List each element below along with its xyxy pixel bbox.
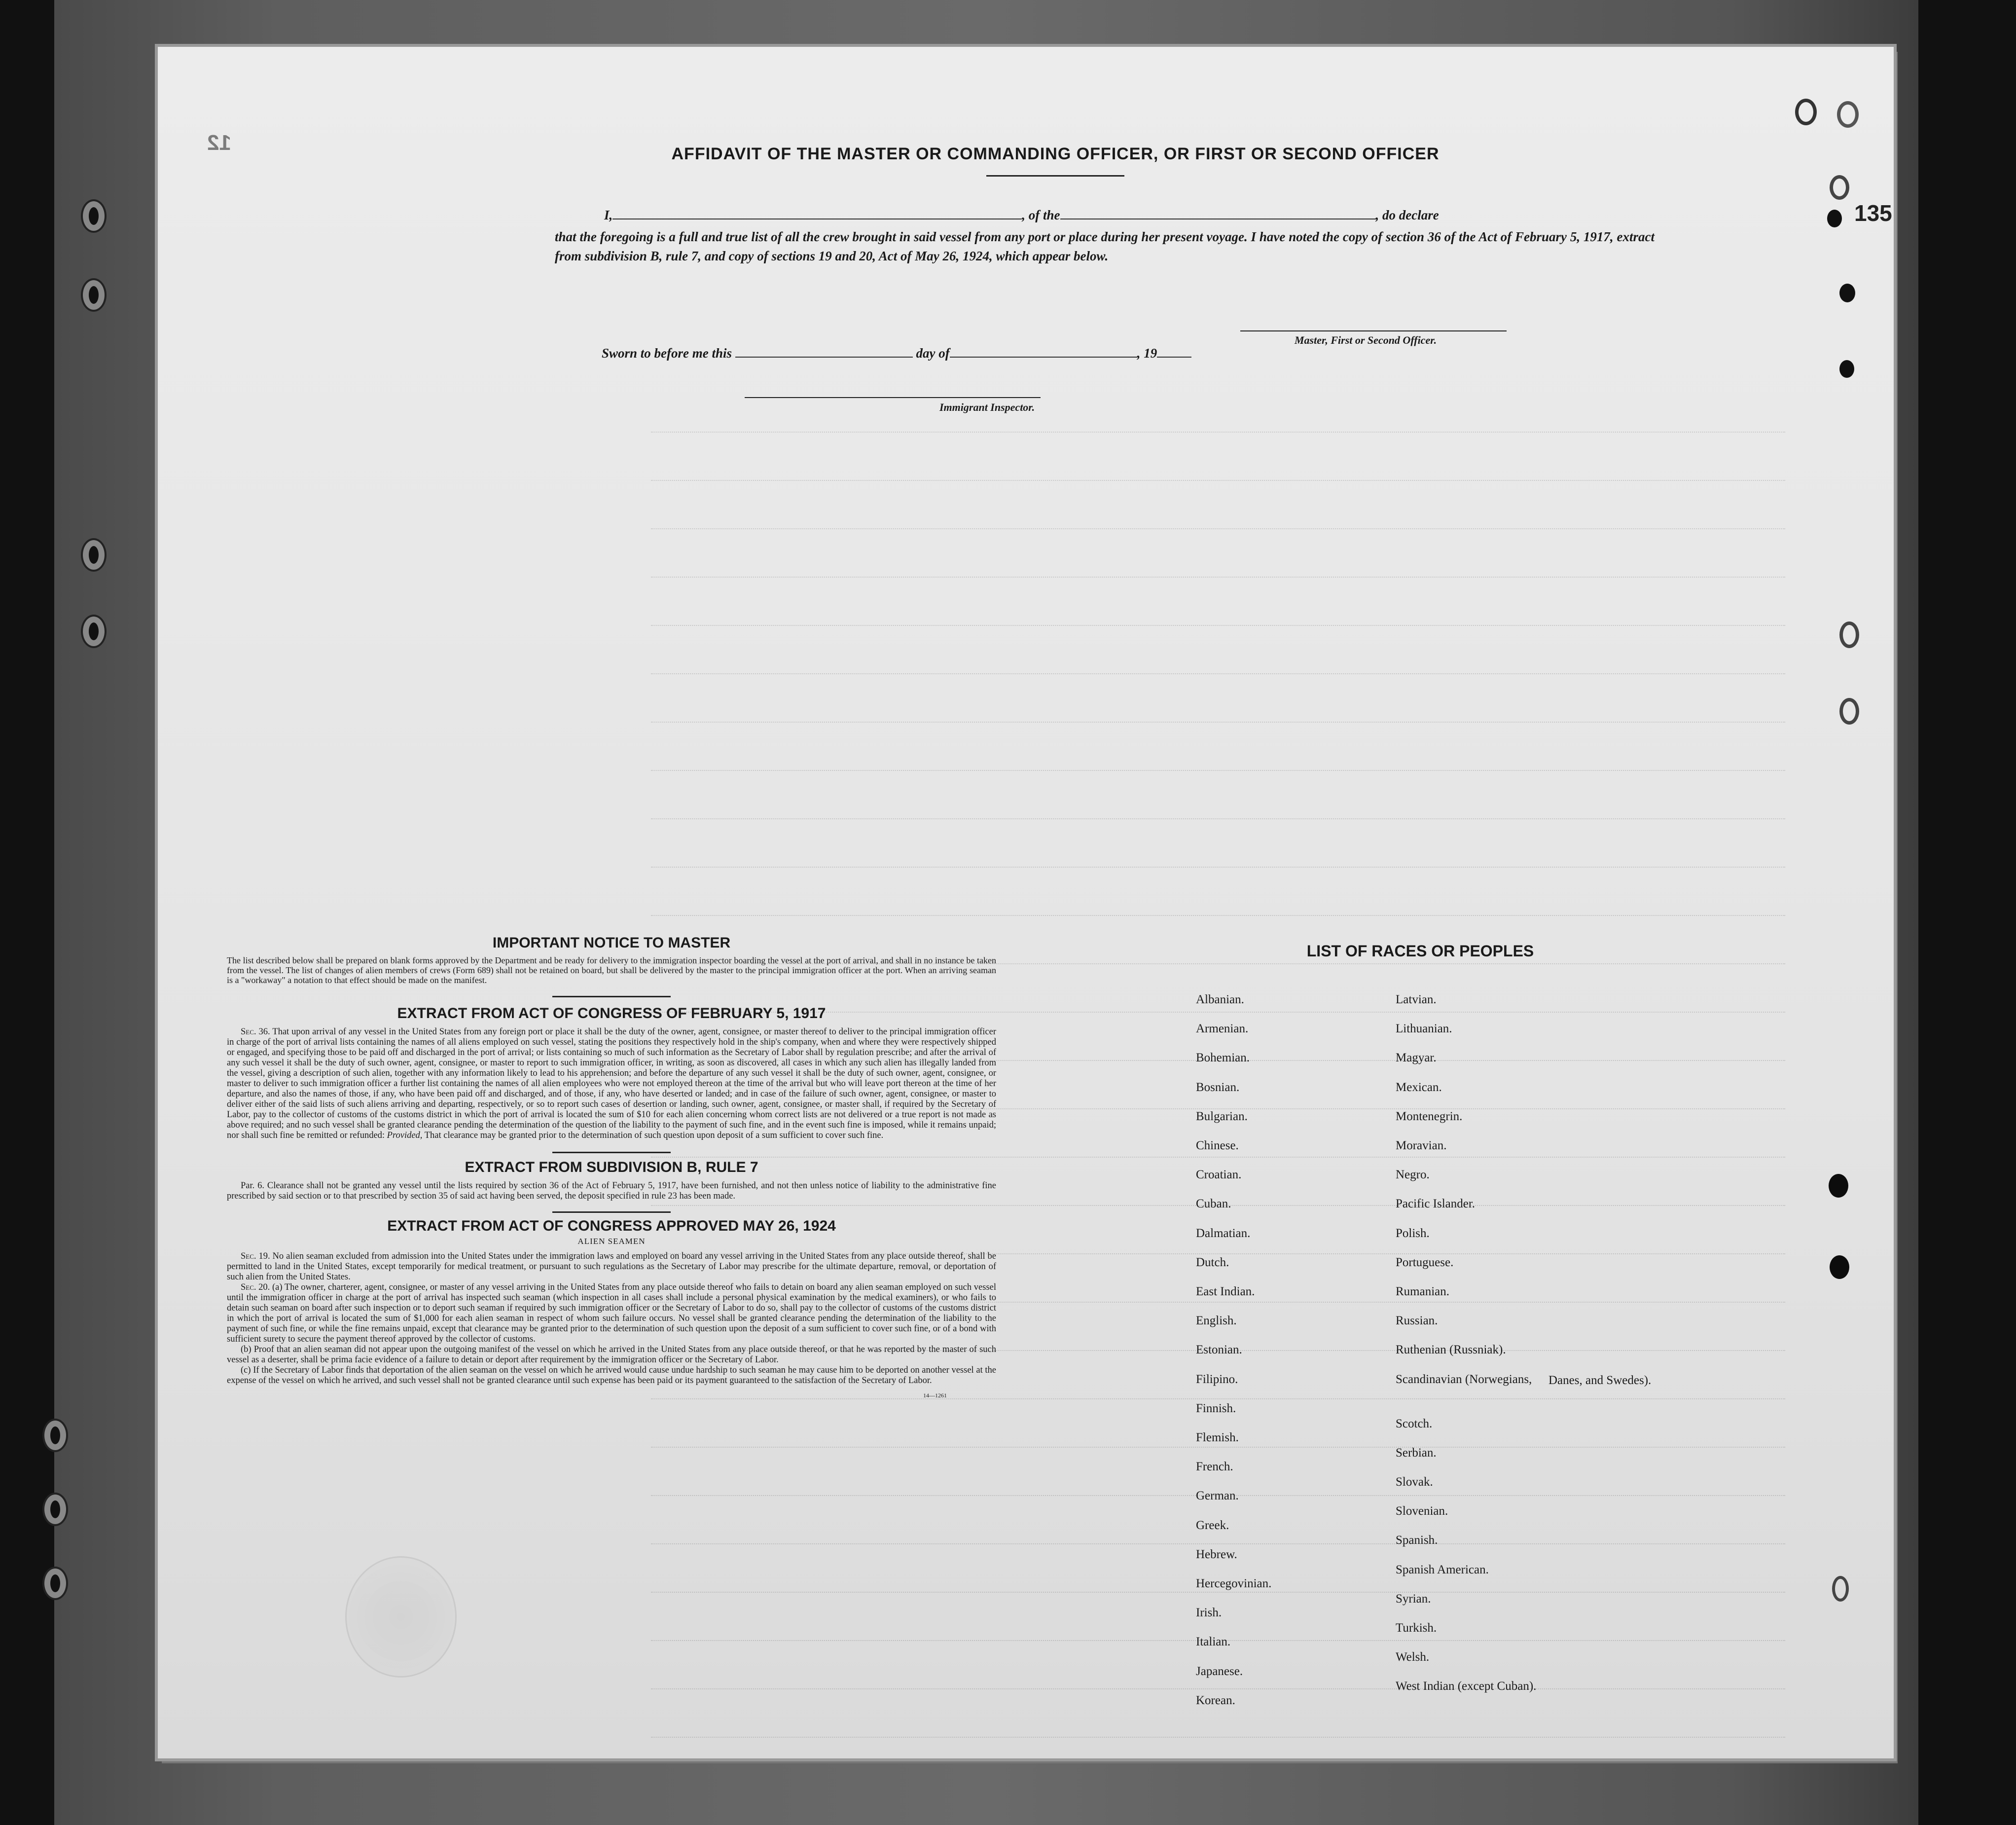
race-left-item: Irish. <box>1196 1606 1222 1620</box>
race-left-item: Hebrew. <box>1196 1547 1237 1561</box>
race-right-item: Mexican. <box>1396 1080 1442 1094</box>
punch-mark <box>1837 101 1859 128</box>
vessel-blank <box>1060 207 1376 219</box>
binder-hole <box>83 617 105 646</box>
bleed-through-row <box>651 1592 1785 1594</box>
race-right-item: Ruthenian (Russniak). <box>1396 1343 1506 1357</box>
race-left-item: Albanian. <box>1196 993 1244 1006</box>
race-right-item: Spanish. <box>1396 1533 1438 1547</box>
act-1917-section-label: Sec. 36. <box>241 1027 270 1037</box>
punch-mark <box>1839 621 1859 648</box>
race-right-item: Serbian. <box>1396 1446 1437 1460</box>
sec-20a-text: (a) The owner, charterer, agent, consignee, or master of any vessel arriving in the United States from any place outside thereof who fails to detain on board any alien seaman employed on such vessel until the immigration officer in charge at the port of arrival has inspected such seaman (which inspection in all cases shall include a personal physical examination by the medical examiners), or who fails to detain such seaman on board after such inspection or to deport such seaman if required by such immigration officer or the Secretary of Labor to do so, shall pay to the collector of customs of the customs district in which the port of arrival is located the sum of $1,000 for each alien seaman in respect of whom such failure occurs. No vessel shall be granted clearance pending the determination of the liability to the payment of such fine, or while the fine remains unpaid, except that clearance may be granted prior to the determination of such question upon the deposit of a sum sufficient to cover such fine, or of a bond with sufficient surety to secure the payment thereof approved by the collector of customs. <box>227 1282 996 1344</box>
race-left-item: Armenian. <box>1196 1022 1249 1036</box>
bleed-through-row <box>651 1688 1785 1690</box>
sworn-line <box>602 344 1191 363</box>
rule-7-body: Par. 6. Clearance shall not be granted any vessel until the lists required by section 36 of the Act of February 5, 1917, have been furnished, and not then unless notice of liability to the administrative fine prescribed by said section or to that prescribed by section 35 of said act having been served, the deposit specified in rule 23 has been made. <box>227 1181 996 1201</box>
declaration-declare: , do declare <box>1375 208 1439 222</box>
race-left-item: Dalmatian. <box>1196 1226 1251 1240</box>
punch-mark <box>1827 210 1842 227</box>
race-left-item: Finnish. <box>1196 1401 1236 1415</box>
act-1917-section-text: That upon arrival of any vessel in the United States from any foreign port or place it shall be the duty of the owner, agent, consignee, or master thereof to deliver to the principal immigration officer in charge of the port of arrival lists containing the names of all aliens employed on such vessel, stating the positions they respectively hold in the ship's company, when and where they were respectively shipped or engaged, and specifying those to be paid off and discharged in the port of arrival; or lists containing so much of such information as the Secretary of Labor shall by regulation prescribe; and after the arrival of any such vessel it shall be the duty of such owner, agent, consignee, or master to report to such immigration officer, in writing, as soon as discovered, all cases in which any such alien has illegally landed from the vessel, giving a description of such alien, together with any information likely to lead to his apprehension; and before the departure of any such vessel it shall be the duty of such owner, agent, consignee, or master to deliver to such immigration officer a further list containing the names of all alien employees who were not employed thereon at the time of the arrival but who will leave port thereon at the time of her departure, and also the names of those, if any, who have been paid off and discharged, and of those, if any, who have deserted or landed; and in case of the failure of such owner, agent, consignee, or master to deliver either of the said lists of such aliens arriving and departing, respectively, or so to report such cases of desertion or landing, such owner, agent, consignee, or master shall, if required by the Secretary of Labor, pay to the collector of customs of the customs district in which the port of arrival is located the sum of $10 for each alien concerning whom correct lists are not delivered or a true report is not made as above required; and no such vessel shall be granted clearance pending the determination of the question of the liability to the payment of such fine, and in the event such fine is imposed, while it remains unpaid; nor shall such fine be remitted or refunded: <box>227 1027 997 1140</box>
binder-hole <box>83 201 105 231</box>
binder-hole <box>83 280 105 310</box>
page-mark-left: 12 <box>207 131 231 155</box>
inspector-signature-label: Immigrant Inspector. <box>939 401 1035 413</box>
race-right-item: Scandinavian (Norwegians, <box>1396 1372 1532 1386</box>
binder-hole <box>83 540 105 570</box>
race-right-item: Slovenian. <box>1396 1504 1448 1518</box>
master-signature-label: Master, First or Second Officer. <box>1295 334 1437 346</box>
bleed-through-row <box>651 480 1785 482</box>
binder-hole <box>44 1421 66 1450</box>
race-left-item: Bulgarian. <box>1196 1109 1248 1123</box>
act-1924-subtitle: ALIEN SEAMEN <box>577 1237 646 1246</box>
punch-mark <box>1839 698 1859 725</box>
race-left-item: Greek. <box>1196 1518 1229 1532</box>
notice-title: IMPORTANT NOTICE TO MASTER <box>492 935 731 951</box>
declaration-i: I, <box>604 208 613 222</box>
race-left-item: Bosnian. <box>1196 1080 1240 1094</box>
race-left-item: East Indian. <box>1196 1285 1255 1298</box>
notice-body: The list described below shall be prepared on blank forms approved by the Department and be ready for delivery to the immigration inspector boarding the vessel at the port of arrival, and shall in no instance be taken from the vessel. The list of changes of alien members of crews (Form 689) shall not be retained on board, but shall be delivered by the master to the principal immigration officer at the port. When an arriving seaman is a "workaway" a notation to that effect should be made on the manifest. <box>227 955 996 985</box>
race-right-item: Spanish American. <box>1396 1563 1489 1576</box>
bleed-through-row <box>651 577 1785 579</box>
bleed-through-row <box>651 625 1785 627</box>
race-right-item: Magyar. <box>1396 1051 1437 1065</box>
race-right-item: Portuguese. <box>1396 1255 1454 1269</box>
act-1917-proviso-label: Provided, <box>387 1131 423 1140</box>
legal-extracts-column <box>227 935 996 1399</box>
inspector-signature-line <box>745 397 1041 398</box>
race-left-item: French. <box>1196 1460 1233 1474</box>
race-right-item: Pacific Islander. <box>1396 1197 1476 1211</box>
race-left-item: Italian. <box>1196 1635 1231 1649</box>
race-right-item: West Indian (except Cuban). <box>1396 1679 1537 1693</box>
act-1917-divider <box>552 1152 671 1153</box>
act-1924-sec-20c: (c) If the Secretary of Labor finds that deportation of the alien seaman on the vessel on which he arrived would cause undue hardship to such seaman he may cause him to be deported on another vessel at the expense of the vessel on which he arrived, and such vessel shall not be granted clearance until such expense has been paid or its payment guaranteed to the satisfaction of the Secretary of Labor. <box>227 1365 996 1386</box>
race-right-item: Rumanian. <box>1396 1285 1450 1298</box>
race-right-item: Russian. <box>1396 1314 1438 1328</box>
race-right-item: Montenegrin. <box>1396 1109 1463 1123</box>
declaration-line <box>604 206 1655 225</box>
rule-7-divider <box>552 1211 671 1213</box>
bleed-through-row <box>651 915 1785 917</box>
race-right-item: Latvian. <box>1396 993 1437 1006</box>
punch-mark <box>1830 175 1849 200</box>
race-left-item: English. <box>1196 1314 1237 1328</box>
race-left-item: Korean. <box>1196 1693 1235 1707</box>
race-right-item: Scotch. <box>1396 1417 1433 1430</box>
race-left-item: German. <box>1196 1489 1239 1503</box>
declaration-body: that the foregoing is a full and true list of all the crew brought in said vessel from any port or place during her present voyage. I have noted the copy of section 36 of the Act of February 5, 1917, extract from subdivision B, rule 7, and copy of sections 19 and 20, Act of May 26, 1924, which appear below. <box>555 229 1655 263</box>
sec-20-label: Sec. 20. <box>241 1282 270 1292</box>
affidavit-title: AFFIDAVIT OF THE MASTER OR COMMANDING OFFICER, OR FIRST OR SECOND OFFICER <box>671 145 1440 163</box>
rule-7-title: EXTRACT FROM SUBDIVISION B, RULE 7 <box>465 1159 758 1175</box>
bleed-through-row <box>651 1447 1785 1449</box>
act-1917-title: EXTRACT FROM ACT OF CONGRESS OF FEBRUARY 5, 1917 <box>397 1005 826 1022</box>
declaration-of-the: , of the <box>1022 208 1060 222</box>
bleed-through-row <box>651 722 1785 724</box>
binder-hole <box>44 1495 66 1524</box>
bleed-through-row <box>651 673 1785 675</box>
races-title: LIST OF RACES OR PEOPLES <box>1306 942 1534 960</box>
bleed-through-row <box>651 432 1785 434</box>
sec-19-text: No alien seaman excluded from admission into the United States under the immigration laws and employed on board any vessel arriving in the United States from any place outside thereof, shall be permitted to land in the United States, except temporarily for medical treatment, or pursuant to such regulations as the Secretary of Labor may prescribe for the ultimate departure, removal, or deportation of such alien from the United States. <box>227 1251 997 1282</box>
punch-mark <box>1829 1174 1848 1198</box>
form-code: 14—1261 <box>923 1392 947 1399</box>
act-1917-body <box>227 1027 996 1141</box>
race-left-item: Cuban. <box>1196 1197 1231 1211</box>
notice-divider <box>552 996 671 997</box>
binder-hole <box>44 1569 66 1598</box>
bleed-through-row <box>651 528 1785 530</box>
act-1924-sec-20b: (b) Proof that an alien seaman did not appear upon the outgoing manifest of the vessel on which he arrived in the United States from any place outside thereof, or that he was reported by the master of such vessel as a deserter, shall be prima facie evidence of a failure to detain or deport after requirement by the immigration officer or the Secretary of Labor. <box>227 1345 996 1365</box>
faint-seal-stamp <box>345 1556 457 1678</box>
sec-19-label: Sec. 19. <box>241 1251 270 1261</box>
act-1924-sec-20a <box>227 1282 996 1345</box>
sworn-prefix: Sworn to before me this <box>602 346 732 361</box>
sworn-year-prefix: , 19 <box>1137 346 1157 361</box>
race-left-item: Chinese. <box>1196 1139 1239 1152</box>
name-blank <box>612 207 1022 219</box>
race-left-item: Hercegovinian. <box>1196 1577 1272 1590</box>
race-left-item: Bohemian. <box>1196 1051 1250 1065</box>
race-left-item: Croatian. <box>1196 1168 1242 1182</box>
race-right-item: Lithuanian. <box>1396 1022 1452 1036</box>
bleed-through-row <box>651 818 1785 820</box>
act-1924-sec-19 <box>227 1251 996 1282</box>
bleed-through-row <box>651 867 1785 869</box>
race-left-item: Filipino. <box>1196 1372 1238 1386</box>
sworn-year-blank <box>1157 345 1191 358</box>
race-right-item: Moravian. <box>1396 1139 1447 1152</box>
race-left-item: Dutch. <box>1196 1255 1229 1269</box>
title-underline <box>986 175 1124 177</box>
sworn-day-blank <box>735 345 913 358</box>
race-right-item: Welsh. <box>1396 1650 1430 1664</box>
punch-mark <box>1795 99 1817 125</box>
race-right-item: Negro. <box>1396 1168 1430 1182</box>
race-right-item: Slovak. <box>1396 1475 1433 1489</box>
punch-mark <box>1830 1255 1849 1279</box>
master-signature-line <box>1240 330 1507 331</box>
race-right-item: Turkish. <box>1396 1621 1437 1635</box>
act-1917-proviso-text: That clearance may be granted prior to the determination of such question upon deposit of a sum sufficient to cover such fine. <box>424 1131 884 1140</box>
page-mark-right: 135 <box>1854 200 1892 226</box>
punch-mark <box>1832 1576 1849 1602</box>
punch-mark <box>1839 360 1854 378</box>
sworn-day-of: day of <box>916 346 950 361</box>
crew-manifest-reverse-sheet <box>158 47 1894 1758</box>
bleed-through-row <box>651 1737 1785 1739</box>
punch-mark <box>1839 284 1855 302</box>
race-right-item: Polish. <box>1396 1226 1430 1240</box>
act-1924-title: EXTRACT FROM ACT OF CONGRESS APPROVED MAY 26, 1924 <box>387 1218 836 1234</box>
sworn-month-blank <box>950 345 1137 358</box>
race-right-item: Syrian. <box>1396 1592 1431 1606</box>
races-scandinavian-continued: Danes, and Swedes). <box>1548 1374 1652 1387</box>
bleed-through-row <box>651 770 1785 772</box>
race-left-item: Flemish. <box>1196 1431 1239 1444</box>
bleed-through-row <box>651 1543 1785 1545</box>
bleed-through-manifest <box>158 47 1894 1758</box>
race-left-item: Estonian. <box>1196 1343 1242 1357</box>
race-left-item: Japanese. <box>1196 1664 1243 1678</box>
